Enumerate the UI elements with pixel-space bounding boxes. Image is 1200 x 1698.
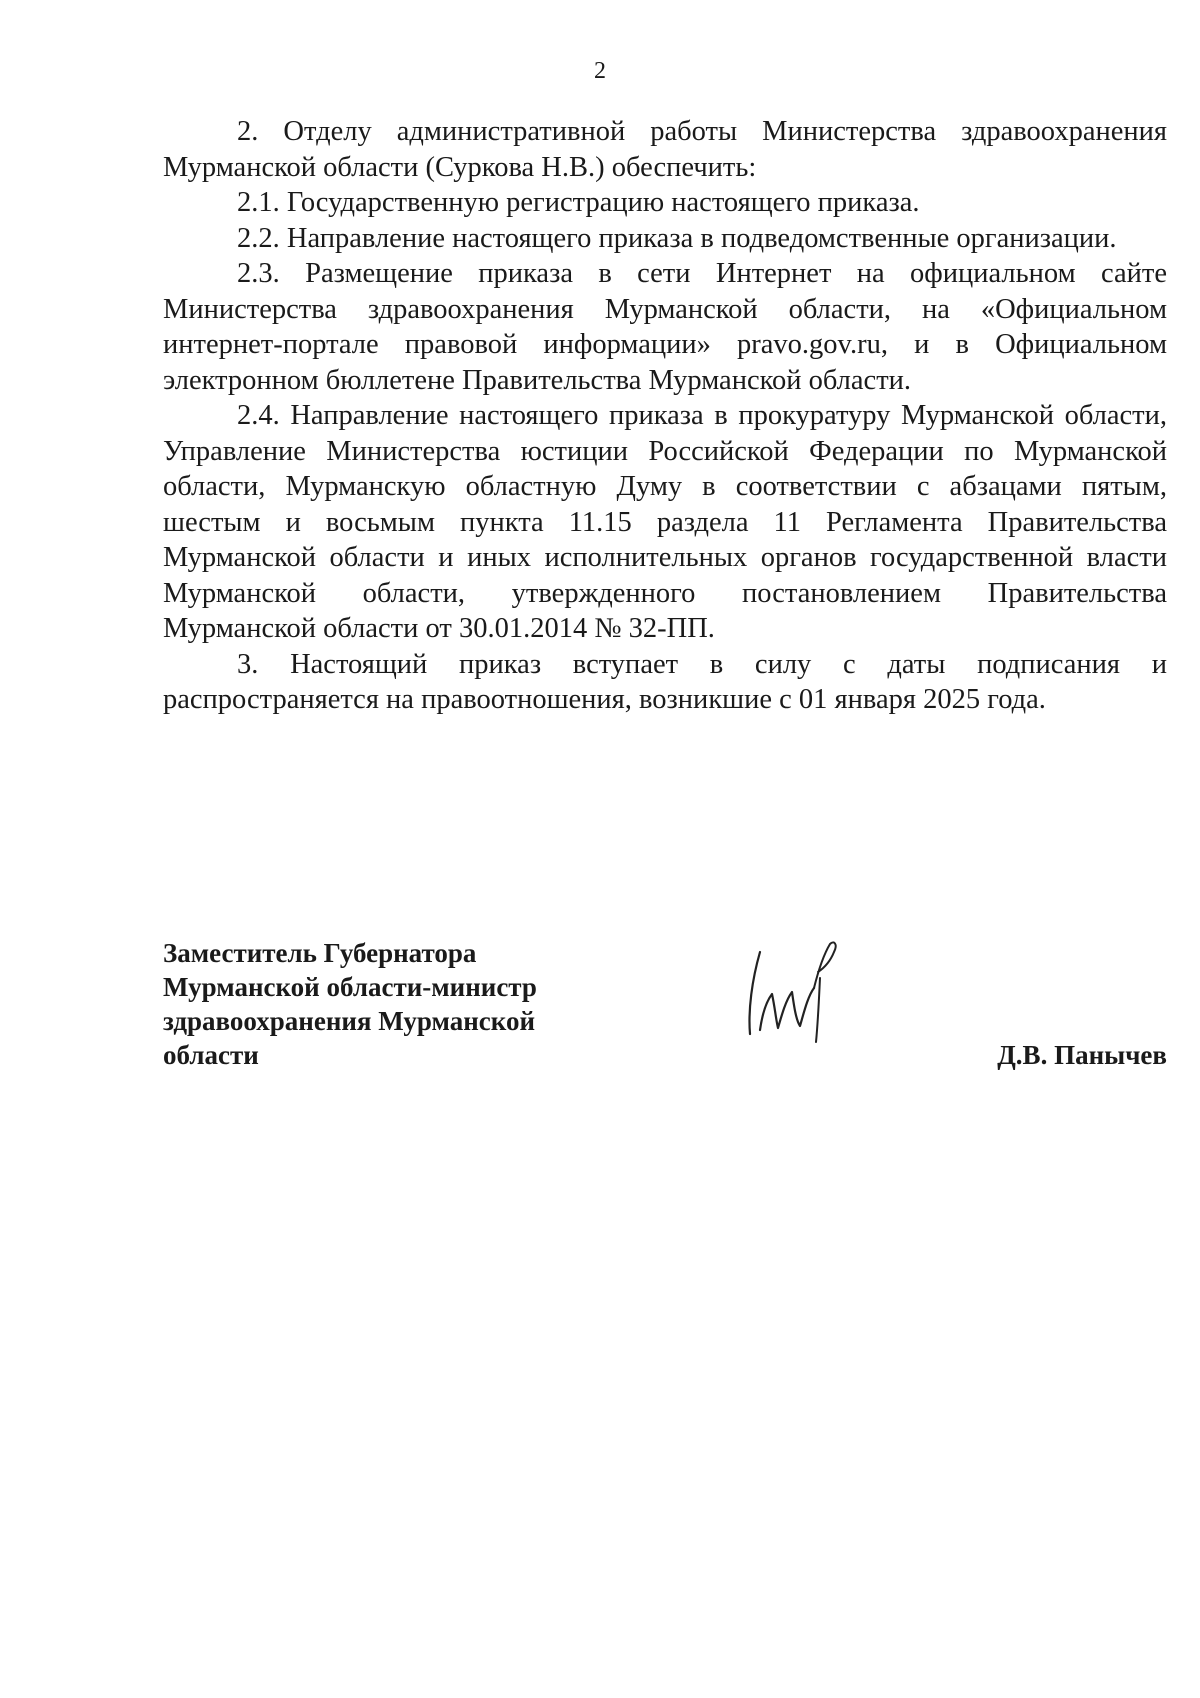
paragraph-item-2-1: 2.1. Государственную регистрацию настоящего приказа. xyxy=(237,187,920,218)
handwritten-signature xyxy=(742,938,842,1048)
signatory-position-line: области xyxy=(163,1040,259,1070)
signatory-position-line: Заместитель Губернатора xyxy=(163,938,477,968)
paragraph-item-2-3: 2.3. Размещение приказа в сети Интернет на официальном сайте Министерства здравоохранения Мурманской области, на «Официальном интернет-портале правовой информации» pravo.gov.ru, и в Официальном электронном бюллетене Правительства Мурманской области. xyxy=(163,258,1167,396)
document-body xyxy=(163,114,1167,718)
paragraph-item-2: 2. Отделу административной работы Министерства здравоохранения Мурманской области (Суркова Н.В.) обеспечить: xyxy=(163,116,1167,183)
signatory-position-line: Мурманской области-министр xyxy=(163,972,537,1002)
paragraph-item-3: 3. Настоящий приказ вступает в силу с даты подписания и распространяется на правоотношения, возникшие с 01 января 2025 года. xyxy=(163,648,1167,715)
page-number: 2 xyxy=(594,58,606,84)
paragraph-item-2-2: 2.2. Направление настоящего приказа в подведомственные организации. xyxy=(237,222,1117,254)
signatory-name: Д.В. Панычев xyxy=(997,1040,1167,1070)
paragraph-item-2-4: 2.4. Направление настоящего приказа в прокуратуру Мурманской области, Управление Министерства юстиции Российской Федерации по Мурманской области, Мурманскую областную Думу в соответствии с абзацами пятым, шестым и восьмым пункта 11.15 раздела 11 Регламента Правительства Мурманской области и иных исполнительных органов государственной власти Мурманской области, утвержденного постановлением Правительства Мурманской области от 30.01.2014 № 32-ПП. xyxy=(163,400,1167,644)
signatory-position-line: здравоохранения Мурманской xyxy=(163,1006,536,1036)
signatory-position xyxy=(163,936,537,1072)
